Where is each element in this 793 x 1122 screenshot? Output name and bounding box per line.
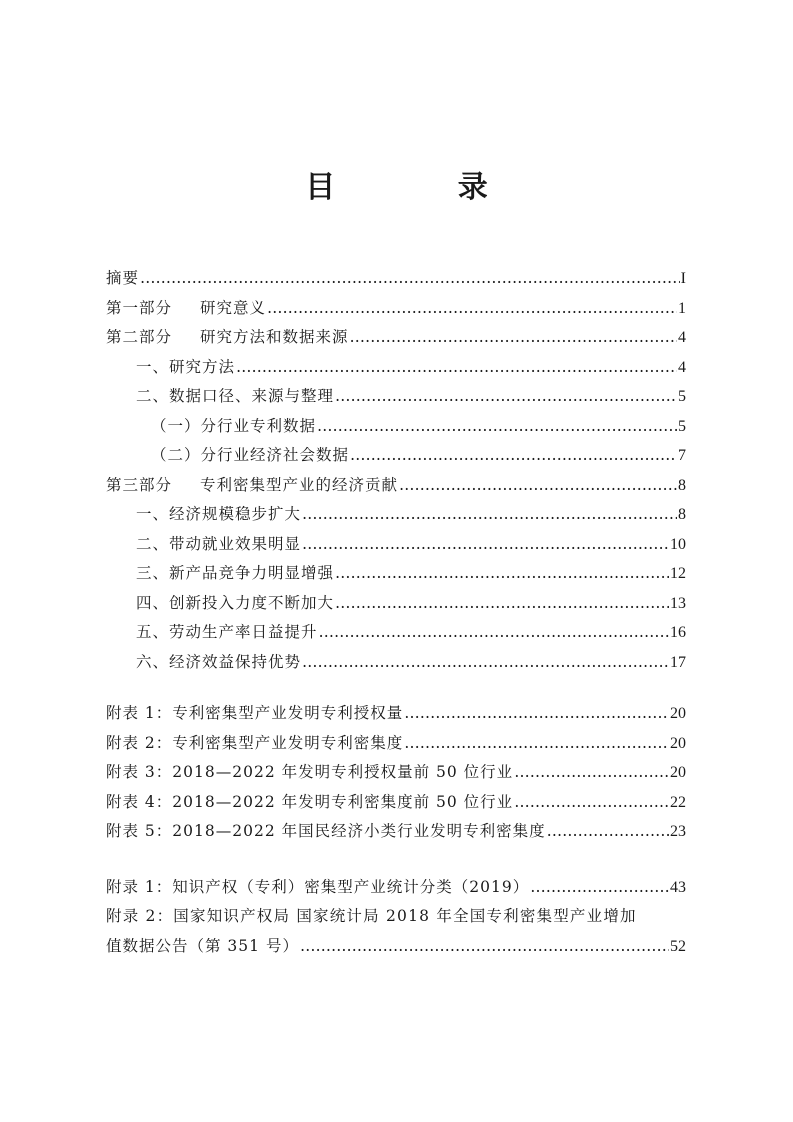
toc-entry-page: 1: [678, 299, 686, 317]
toc-entry-page: 43: [670, 878, 686, 896]
toc-entry-appendix-2-line-2[interactable]: [106, 934, 686, 964]
toc-entry-page: 7: [678, 447, 686, 464]
leader-dots: [547, 822, 669, 840]
toc-entry-label: 五、劳动生产率日益提升: [136, 623, 318, 641]
toc-entry-appendix-1[interactable]: [106, 875, 686, 905]
toc-entry-table-1[interactable]: [106, 701, 686, 731]
toc-entry-page: 22: [670, 793, 686, 811]
toc-entry-2-1[interactable]: [106, 355, 686, 385]
toc-entry-page: 10: [670, 535, 686, 553]
toc-entry-label: 一、经济规模稳步扩大: [136, 505, 302, 523]
leader-dots: [300, 937, 669, 955]
toc-entry-3-6[interactable]: [106, 650, 686, 680]
leader-dots: [350, 328, 677, 346]
leader-dots: [302, 535, 669, 553]
toc-entry-3-2[interactable]: [106, 532, 686, 562]
leader-dots: [267, 299, 677, 317]
toc-entry-label: 附表 5：2018—2022 年国民经济小类行业发明专利密集度: [106, 822, 546, 840]
toc-entry-label: 六、经济效益保持优势: [136, 652, 302, 671]
leader-dots: [399, 476, 677, 494]
toc-entry-page: 4: [678, 329, 686, 346]
leader-dots: [302, 653, 669, 671]
toc-entry-label: 附表 4：2018—2022 年发明专利密集度前 50 位行业: [106, 792, 514, 811]
toc-part-label: 第二部分: [106, 328, 173, 346]
toc-entry-page: I: [680, 270, 686, 287]
toc-entry-abstract[interactable]: [106, 266, 686, 296]
page-title: 目 录: [305, 170, 544, 205]
toc-entry-page: 52: [670, 937, 686, 955]
toc-entry-page: 4: [678, 358, 686, 376]
toc-entry-label: 附录 2：国家知识产权局 国家统计局 2018 年全国专利密集型产业增加: [106, 907, 637, 925]
toc-entry-appendix-2-line-1[interactable]: [106, 904, 686, 934]
toc-entry-part-2[interactable]: [106, 325, 686, 355]
toc-entry-2-2-1[interactable]: [106, 414, 686, 444]
toc-entry-label: 四、创新投入力度不断加大: [136, 593, 335, 612]
toc-entry-label: 一、研究方法: [136, 357, 236, 376]
leader-dots: [335, 564, 669, 582]
toc-entry-page: 5: [678, 388, 686, 405]
toc-entry-label: 值数据公告（第 351 号）: [106, 936, 299, 955]
section-spacer: [106, 679, 686, 701]
toc-entry-page: 17: [670, 653, 686, 671]
toc-entry-label: 研究方法和数据来源: [200, 328, 349, 346]
toc-entry-page: 16: [670, 624, 686, 641]
leader-dots: [514, 763, 669, 781]
toc-entry-page: 13: [670, 594, 686, 612]
leader-dots: [404, 734, 669, 752]
leader-dots: [350, 446, 677, 464]
toc-entry-table-3[interactable]: [106, 760, 686, 790]
toc-entry-page: 5: [678, 417, 686, 435]
toc-entry-page: 12: [670, 565, 686, 582]
leader-dots: [140, 269, 680, 287]
toc-entry-label: 三、新产品竞争力明显增强: [136, 564, 335, 582]
toc-entry-label: 摘要: [106, 269, 140, 287]
leader-dots: [530, 878, 669, 896]
toc-entry-page: 20: [670, 764, 686, 781]
leader-dots: [317, 417, 677, 435]
toc-entry-table-2[interactable]: [106, 731, 686, 761]
leader-dots: [302, 505, 677, 523]
toc-entry-label: 附录 1：知识产权（专利）密集型产业统计分类（2019）: [106, 877, 530, 896]
toc-entry-page: 8: [678, 506, 686, 523]
toc-entry-3-1[interactable]: [106, 502, 686, 532]
leader-dots: [335, 387, 677, 405]
toc-entry-table-4[interactable]: [106, 790, 686, 820]
toc-entry-2-2-2[interactable]: [106, 443, 686, 473]
toc-entry-part-1[interactable]: [106, 296, 686, 326]
section-spacer: [106, 849, 686, 875]
leader-dots: [319, 623, 669, 641]
toc-entry-label: 附表 2：专利密集型产业发明专利密集度: [106, 733, 404, 752]
toc-entry-label: 研究意义: [200, 298, 267, 317]
toc-entry-part-3[interactable]: [106, 473, 686, 503]
toc-part-label: 第三部分: [106, 475, 173, 494]
toc-entry-label: 附表 3：2018—2022 年发明专利授权量前 50 位行业: [106, 763, 514, 781]
leader-dots: [404, 704, 669, 722]
leader-dots: [335, 594, 669, 612]
toc-entry-2-2[interactable]: [106, 384, 686, 414]
toc-entry-label: 二、带动就业效果明显: [136, 534, 302, 553]
toc-entry-3-4[interactable]: [106, 591, 686, 621]
toc-entry-page: 8: [678, 476, 686, 494]
toc-entry-label: 二、数据口径、来源与整理: [136, 387, 335, 405]
toc-entry-page: 20: [670, 734, 686, 752]
toc-entry-page: 20: [670, 705, 686, 722]
toc-part-label: 第一部分: [106, 298, 173, 317]
toc-entry-label: 专利密集型产业的经济贡献: [200, 475, 399, 494]
leader-dots: [236, 358, 677, 376]
toc-entry-table-5[interactable]: [106, 819, 686, 849]
table-of-contents: [106, 266, 686, 963]
toc-entry-label: （一）分行业专利数据: [151, 416, 317, 435]
toc-entry-label: （二）分行业经济社会数据: [151, 446, 350, 464]
toc-entry-page: 23: [670, 823, 686, 840]
toc-entry-3-3[interactable]: [106, 561, 686, 591]
toc-entry-3-5[interactable]: [106, 620, 686, 650]
leader-dots: [514, 793, 669, 811]
toc-entry-label: 附表 1：专利密集型产业发明专利授权量: [106, 704, 404, 722]
